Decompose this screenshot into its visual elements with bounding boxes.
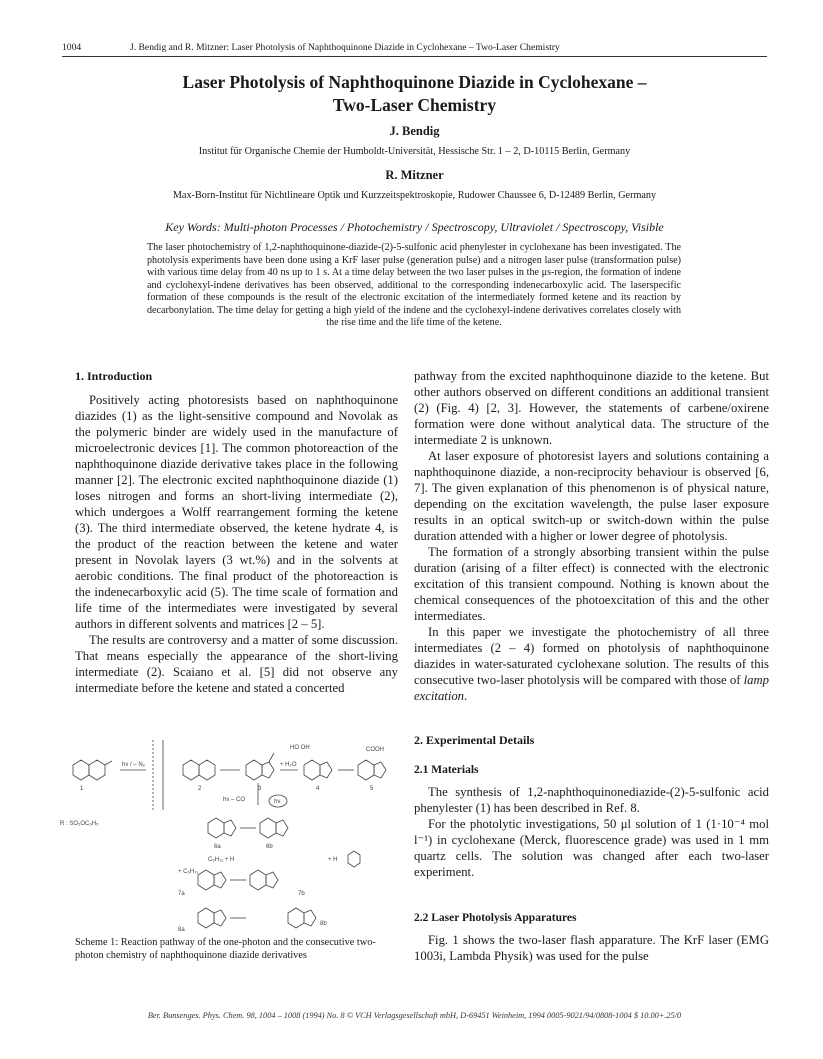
label-cooh: COOH [366, 747, 384, 753]
molecule-5 [358, 760, 386, 780]
section-introduction-heading: 1. Introduction [75, 369, 153, 383]
label-hv: hν [274, 799, 281, 805]
molecule-3 [246, 753, 274, 780]
abstract: The laser photochemistry of 1,2-naphthoquinone-diazide-(2)-5-sulfonic acid phenylester in cyclohexane has been investigated. The photolysis experiments have been done using a KrF laser pulse (generation pulse) and a nitrogen laser pulse (transformation pulse) with various time delay from 40 ns up to 1 s. At a time delay between the two laser pulses in the μs-region, the formation of indene and cyclohexyl-indene derivatives has been observed, additional to the corresponding indenecarboxylic acid. The laserspecific formation of these compounds is the result of the electronic excitation of the intermediately formed ketene and its reaction by decarbonylation. The time delay for getting a high yield of the indene and the cyclohexyl-indene derivatives correlates closely with the rise time and the life time of the ketene. [147, 242, 681, 328]
section-experimental-heading: 2. Experimental Details [414, 733, 535, 747]
molecule-2 [183, 760, 215, 780]
materials-paragraph-2: For the photolytic investigations, 50 μl solution of 1 (1·10⁻⁴ mol l⁻¹) in cyclohexane (Merck, fluorescence grade) was used in 1 mm quartz cells. The solution was changed after each two-laser experiment. [414, 817, 769, 879]
label-plus-h2o: + H₂O [280, 762, 297, 768]
label-plus-h: + H [328, 857, 338, 863]
intro-paragraph-4: At laser exposure of photoresist layers and solutions containing a naphthoquinone diazide, a non-reciprocity behaviour is observed [6, 7]. The given explanation of this phenomenon is of physical nature, depending on the excitation wavelength, the pulse laser exposure results in an optical switch-up or switch-down within the pulse duration attended with a higher or lower degree of photolysis. [414, 449, 769, 543]
label-8a: 8a [178, 927, 185, 933]
paper-title [62, 71, 767, 117]
right-column [414, 368, 769, 964]
molecule-7a [198, 870, 226, 890]
materials-heading: 2.1 Materials [414, 764, 479, 776]
lamp-excitation-emphasis: lamp excitation [414, 673, 769, 703]
page-number: 1004 [62, 42, 82, 53]
intro-paragraph-5: The formation of a strongly absorbing transient within the pulse duration (arising of a filter effect) is connected with the electronic excitation of this transient compound. Nothing is known about the chemical consequences of the photoexcitation of this and the other intermediates. [414, 545, 769, 623]
title-line-1: Laser Photolysis of Naphthoquinone Diazide in Cyclohexane – [182, 72, 647, 92]
molecule-8b [288, 908, 316, 928]
molecule-8a [198, 908, 226, 928]
label-6b: 6b [266, 844, 273, 850]
label-plus-c6h11-a: + C₆H₁₁ [178, 869, 199, 875]
label-ho-oh: HO OH [290, 745, 310, 751]
apparatus-paragraph-1: Fig. 1 shows the two-laser flash apparature. The KrF laser (EMG 1003i, Lambda Physik) was used for the pulse [414, 933, 769, 963]
author-2-affiliation: Max-Born-Institut für Nichtlineare Optik und Kurzzeitspektroskopie, Rudower Chaussee 6, D-12489 Berlin, Germany [172, 190, 657, 201]
label-4: 4 [316, 786, 320, 792]
scheme-caption: Scheme 1: Reaction pathway of the one-photon and the consecutive two-photon chemistry of naphthoquinone diazide derivatives [75, 937, 376, 961]
label-5: 5 [370, 786, 374, 792]
keywords: Key Words: Multi-photon Processes / Photochemistry / Spectroscopy, Ultraviolet / Spectroscopy, Visible [165, 220, 664, 234]
left-column [75, 368, 398, 696]
intro-paragraph-2: The results are controversy and a matter of some discussion. That means especially the appearance of the short-living intermediate (2). Scaiano et al. [5] did not observe any intermediate before the ketene and stated a concerted [75, 633, 398, 695]
label-c6h11-h: C₆H₁₁ + H [208, 857, 235, 863]
header-rule [62, 56, 767, 57]
molecule-7b [250, 870, 278, 890]
molecule-4 [304, 760, 332, 780]
label-1: 1 [80, 786, 84, 792]
label-hv-n2: hν / – N₂ [122, 762, 146, 768]
journal-footer: Ber. Bunsenges. Phys. Chem. 98, 1004 – 1008 (1994) No. 8 © VCH Verlagsgesellschaft mbH, D-69451 Weinheim, 1994 0005-9021/94/0808-1004 $ 10.00+.25/0 [147, 1011, 682, 1020]
title-line-2: Two-Laser Chemistry [332, 95, 497, 115]
author-1-affiliation: Institut für Organische Chemie der Humboldt-Universität, Hessische Str. 1 – 2, D-10115 Berlin, Germany [198, 146, 631, 157]
intro-paragraph-1: Positively acting photoresists based on naphthoquinone diazides (1) as the light-sensitive compound and Novolak as the polymeric binder are widely used in the manufacture of microelectronic devices [1]. The common photoreaction of the naphthoquinone diazide derivative takes place in the following manner [2]. The electronic excited naphthoquinone diazide (1) loses nitrogen and forms an short-living intermediate (2), which undergoes a Wolff rearrangement forming the ketene (3). The third intermediate observed, the ketene hydrate 4, is the product of the reaction between the ketene and water present in Novolak layers (3 wt.%) and in the solvents at aerobic conditions. The final product of the photoreaction is the indenecarboxylic acid (5). The time scale of formation and life time of the intermediates were investigated by several authors in different solvents and matrices [2 – 5]. [75, 393, 398, 631]
author-2-name: R. Mitzner [385, 168, 444, 182]
label-r-group: R : SO₂OC₆H₅ [60, 821, 99, 827]
label-hv-co: hν – CO [223, 797, 246, 803]
running-title: J. Bendig and R. Mitzner: Laser Photolysis of Naphthoquinone Diazide in Cyclohexane – Two-Laser Chemistry [130, 42, 560, 53]
label-2: 2 [198, 786, 202, 792]
label-3: 3 [258, 786, 262, 792]
label-8b: 8b [320, 921, 327, 927]
materials-paragraph-1: The synthesis of 1,2-naphthoquinonediazide-(2)-5-sulfonic acid phenylester (1) has been described in Ref. 8. [414, 785, 769, 815]
author-1-name: J. Bendig [389, 124, 440, 138]
molecule-1 [73, 760, 112, 780]
label-7b: 7b [298, 891, 305, 897]
intro-paragraph-6: In this paper we investigate the photochemistry of all three intermediates (2 – 4) formed on photolysis of naphthoquinone diazides in water-saturated cyclohexane solution. The results of this consecutive two-laser photolysis will be compared with those of lamp excitation. [414, 625, 769, 703]
reaction-scheme [58, 735, 398, 935]
apparatus-heading: 2.2 Laser Photolysis Apparatures [414, 912, 577, 924]
running-header [62, 42, 762, 53]
label-7a: 7a [178, 891, 185, 897]
intro-paragraph-3: pathway from the excited naphthoquinone diazide to the ketene. But other authors observed on different conditions an additional transient (2) (Fig. 4) [2, 3]. However, the statements of carbene/oxirene formation were done without analytical data. The structure of the intermediate 2 is unknown. [414, 369, 769, 447]
molecule-6a [208, 818, 236, 838]
molecule-6b [260, 818, 288, 838]
label-6a: 6a [214, 844, 221, 850]
